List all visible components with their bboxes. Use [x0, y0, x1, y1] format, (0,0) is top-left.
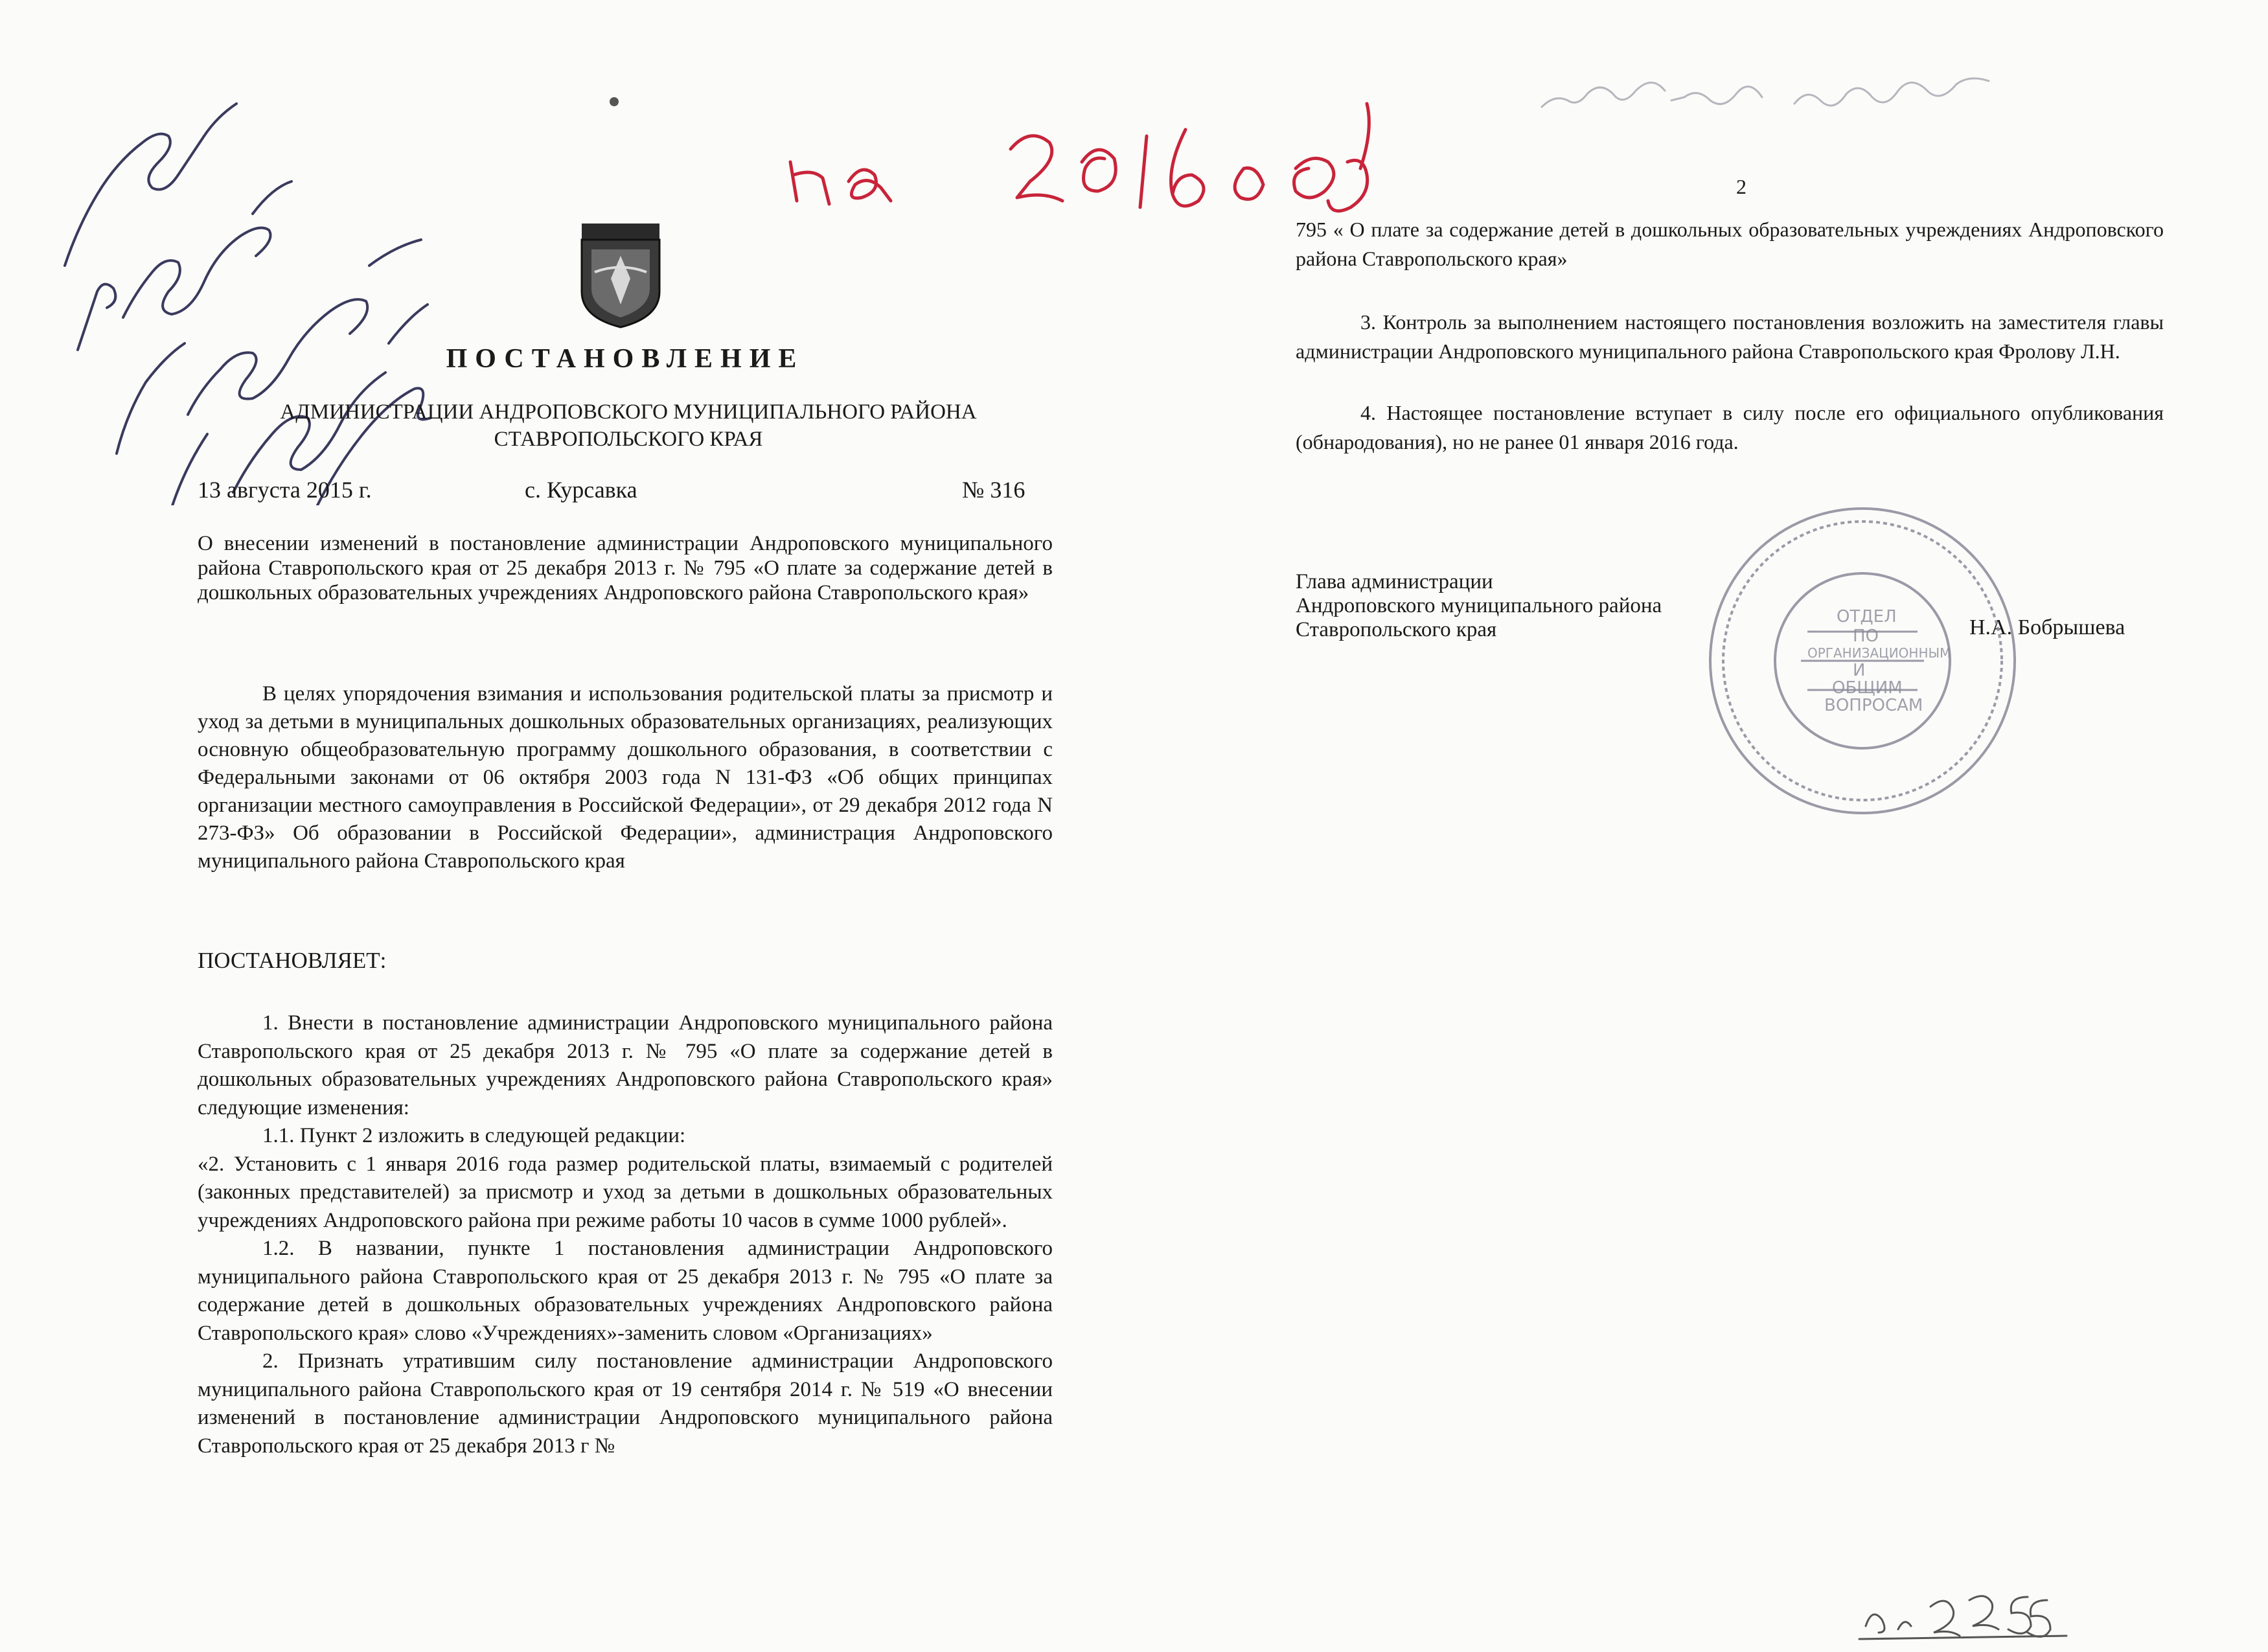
item-4: 4. Настоящее постановление вступает в силу после его официального опубликования (обнародования), но не ранее 01 января 2016 года.: [1296, 401, 2164, 453]
document-subject: О внесении изменений в постановление администрации Андроповского муниципального района Ставропольского края от 25 декабря 2013 г. № 795 «О плате за содержание детей в дошкольных образовательных учреждениях Андроповского района Ставропольского края»: [198, 532, 1053, 604]
signatory-position: [1296, 570, 1662, 642]
svg-text:ВОПРОСАМ: ВОПРОСАМ: [1824, 696, 1923, 715]
official-round-stamp: [1697, 496, 2028, 826]
signatory-position-line2: Андроповского муниципального района: [1296, 594, 1662, 617]
page-number: 2: [1736, 175, 1747, 198]
svg-text:И: И: [1853, 661, 1866, 680]
district-coat-of-arms-icon: [575, 220, 666, 330]
resolution-items: [198, 1009, 1053, 1460]
svg-text:ОТДЕЛ: ОТДЕЛ: [1837, 607, 1897, 626]
svg-text:ПО: ПО: [1853, 626, 1879, 646]
document-page-1: [188, 188, 1069, 1581]
handwritten-department-note: [1535, 68, 2015, 126]
item-1-2: 1.2. В названии, пункте 1 постановления администрации Андроповского муниципального района Ставропольского края от 25 декабря 2013 г. № 795 «О плате за содержание детей в дошкольных образовательных учреждениях Андроповского района Ставропольского края» слово «Учреждениях»-заменить словом «Организациях»: [198, 1237, 1053, 1345]
issuing-authority-line1: АДМИНИСТРАЦИИ АНДРОПОВСКОГО МУНИЦИПАЛЬНОГО РАЙОНА: [280, 400, 977, 424]
signatory-position-line3: Ставропольского края: [1296, 618, 1497, 641]
document-date: 13 августа 2015 г.: [198, 477, 372, 503]
svg-text:ОРГАНИЗАЦИОННЫМ: ОРГАНИЗАЦИОННЫМ: [1807, 645, 1951, 661]
document-place: с. Курсавка: [525, 477, 637, 503]
item-1: 1. Внести в постановление администрации Андроповского муниципального района Ставропольского края от 25 декабря 2013 г. № 795 «О плате за содержание детей в дошкольных образовательных учреждениях Андроповского района Ставропольского края» следующие изменения:: [198, 1011, 1053, 1119]
item-2: 2. Признать утратившим силу постановление администрации Андроповского муниципального района Ставропольского края от 19 сентября 2014 г. № 519 «О внесении изменений в постановление администрации Андроповского муниципального района Ставропольского края от 25 декабря 2013 г №: [198, 1349, 1053, 1458]
document-type-title: ПОСТАНОВЛЕНИЕ: [446, 344, 805, 374]
document-preamble: В целях упорядочения взимания и использования родительской платы за присмотр и уход за детьми в муниципальных дошкольных образовательных организациях, реализующих основную общеобразовательную программу дошкольного образования, в соответствии с Федеральными законами от 06 октября 2003 года N 131-ФЗ «Об общих принципах организации местного самоуправления в Российской Федерации», от 29 декабря 2012 года N 273-ФЗ» Об образовании в Российской Федерации», администрация Андроповского муниципального района Ставропольского края: [198, 682, 1053, 873]
signatory-name: Н.А. Бобрышева: [1969, 615, 2125, 639]
svg-text:ОБЩИМ: ОБЩИМ: [1832, 678, 1903, 698]
item-3: 3. Контроль за выполнением настоящего постановления возложить на заместителя главы администрации Андроповского муниципального района Ставропольского края Фролову Л.Н.: [1296, 310, 2164, 363]
issuing-authority: [240, 398, 1017, 453]
item-1-1: 1.1. Пункт 2 изложить в следующей редакции:: [262, 1124, 686, 1147]
handwritten-registry-note: [1853, 1574, 2073, 1646]
document-number: № 316: [962, 477, 1025, 503]
issuing-authority-line2: СТАВРОПОЛЬСКОГО КРАЯ: [494, 428, 763, 451]
signatory-position-line1: Глава администрации: [1296, 570, 1493, 593]
resolution-heading: ПОСТАНОВЛЯЕТ:: [198, 948, 387, 973]
item-1-1-text: «2. Установить с 1 января 2016 года размер родительской платы, взимаемый с родителей (законных представителей) за присмотр и уход за детьми в дошкольных образовательных учреждениях Андроповского района при режиме работы 10 часов в сумме 1000 рублей».: [198, 1152, 1053, 1232]
item-2-continuation: 795 « О плате за содержание детей в дошкольных образовательных учреждениях Андроповского района Ставропольского края»: [1296, 218, 2164, 270]
scan-dot: [610, 97, 619, 106]
